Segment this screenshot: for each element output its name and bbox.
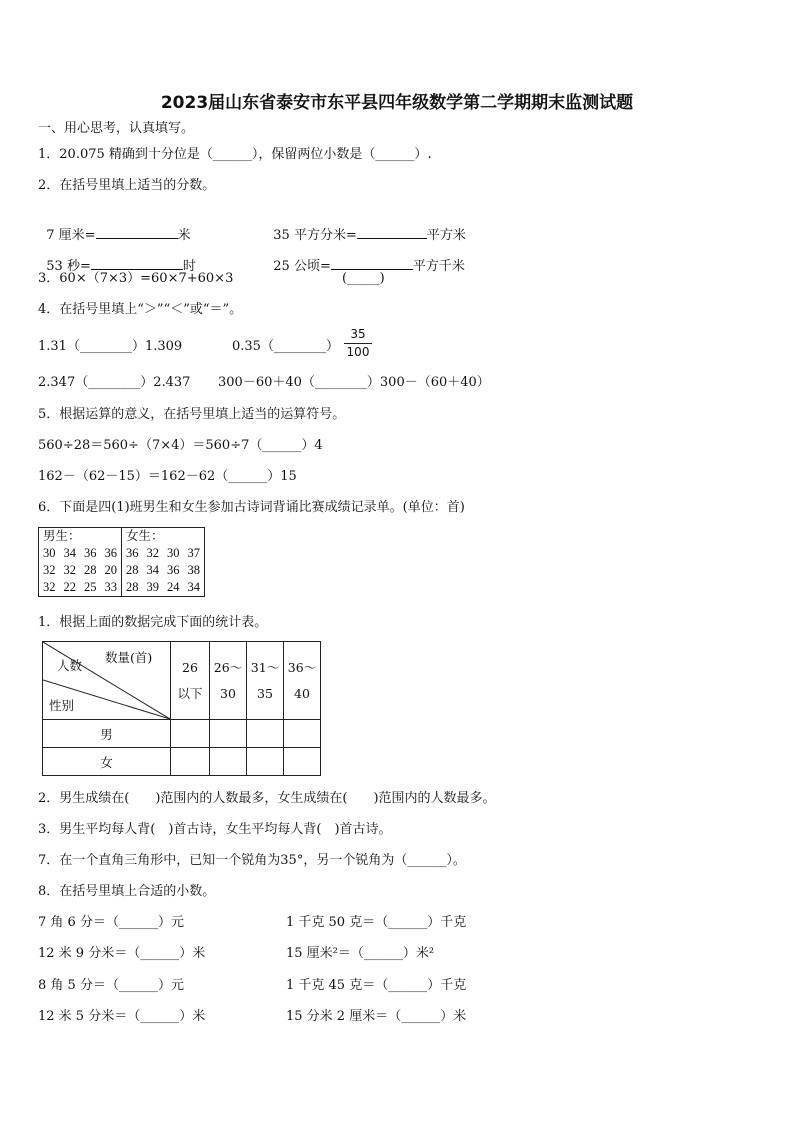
q8-item: 1 千克 50 克＝（______）千克 (286, 915, 467, 930)
table-row (43, 720, 321, 748)
score-cell: 32 (63, 563, 76, 577)
score-cell: 37 (187, 546, 200, 560)
col-header-line2: 以下 (177, 685, 203, 701)
blank-cell (210, 748, 247, 776)
q8-item: 12 米 9 分米＝（______）米 (38, 946, 206, 961)
score-cell: 34 (187, 580, 200, 594)
question-2: 2．在括号里填上适当的分数。 (38, 178, 216, 193)
table-row (39, 579, 205, 597)
q2-c-blank (91, 256, 183, 270)
q8-item: 1 千克 45 克＝（______）千克 (286, 978, 467, 993)
score-cell: 20 (101, 562, 122, 579)
score-cell: 32 (43, 563, 56, 577)
statistics-table (42, 641, 321, 776)
q2-a-blank (96, 225, 178, 239)
diag-top-label: 数量(首) (105, 650, 153, 665)
score-cell: 30 (43, 546, 56, 560)
q4-item-d: 300－60＋40（________）300－（60＋40） (218, 375, 490, 390)
q2-d-blank (331, 256, 413, 270)
col-header (284, 642, 321, 720)
score-cell: 36 (84, 546, 97, 560)
q2-a-unit: 米 (177, 228, 191, 243)
col-header-line1: 26～ (213, 659, 243, 675)
q8-item: 7 角 6 分＝（______）元 (38, 915, 184, 930)
score-cell: 34 (63, 546, 76, 560)
score-cell: 36 (126, 546, 139, 560)
score-cell: 28 (126, 580, 139, 594)
score-cell: 38 (187, 563, 200, 577)
col-header-line2: 35 (257, 685, 273, 701)
blank-cell (171, 720, 210, 748)
q4-item-b: 0.35（________） (232, 339, 339, 354)
blank-cell (284, 720, 321, 748)
question-6: 6．下面是四(1)班男生和女生参加古诗词背诵比赛成绩记录单。(单位：首) (38, 500, 465, 515)
table-row (39, 562, 205, 579)
col-header-line1: 36～ (287, 659, 317, 675)
col-header (171, 642, 210, 720)
q5-item-b: 162－（62－15）＝162－62（______）15 (38, 469, 297, 484)
question-4: 4．在括号里填上“＞”“＜”或“＝”。 (38, 302, 243, 317)
q4-fraction (344, 326, 372, 361)
score-cell: 22 (63, 580, 76, 594)
score-cell: 28 (126, 563, 139, 577)
table-row (39, 545, 205, 562)
question-6-3: 3．男生平均每人背( )首古诗，女生平均每人背( )首古诗。 (38, 822, 392, 837)
boys-label: 男生： (39, 528, 122, 546)
score-cell: 32 (43, 580, 56, 594)
stat-header-row (43, 642, 321, 720)
question-1: 1．20.075 精确到十分位是（______），保留两位小数是（______）. (38, 147, 432, 162)
score-header-row (39, 528, 205, 546)
question-5: 5．根据运算的意义，在括号里填上适当的运算符号。 (38, 407, 346, 422)
score-cell: 25 (84, 580, 97, 594)
col-header (247, 642, 284, 720)
q5-item-a: 560÷28＝560÷（7×4）＝560÷7（______）4 (38, 438, 323, 453)
row-label-girl: 女 (43, 748, 171, 776)
score-cell: 34 (146, 563, 159, 577)
col-header (210, 642, 247, 720)
score-cell: 33 (101, 579, 122, 597)
score-cell: 24 (167, 580, 180, 594)
diag-mid-label: 人数 (57, 658, 83, 673)
row-label-boy: 男 (43, 720, 171, 748)
q2-b-unit: 平方米 (426, 228, 466, 243)
blank-cell (171, 748, 210, 776)
question-6-1: 1．根据上面的数据完成下面的统计表。 (38, 615, 268, 630)
score-cell: 28 (84, 563, 97, 577)
score-cell: 30 (167, 546, 180, 560)
fraction-denominator: 100 (344, 343, 372, 361)
score-cell: 36 (101, 545, 122, 562)
q8-item: 8 角 5 分＝（______）元 (38, 978, 184, 993)
q8-item: 15 分米 2 厘米＝（______）米 (286, 1009, 467, 1024)
blank-cell (247, 748, 284, 776)
q2-a-text: 7 厘米= (46, 228, 96, 243)
col-header-line1: 26 (182, 659, 198, 675)
question-6-2: 2．男生成绩在( )范围内的人数最多，女生成绩在( )范围内的人数最多。 (38, 791, 496, 806)
col-header-line2: 30 (220, 685, 236, 701)
q2-c-text: 53 秒= (46, 259, 91, 274)
score-cell: 36 (167, 563, 180, 577)
score-cell: 32 (146, 546, 159, 560)
q8-item: 15 厘米²＝（______）米² (286, 946, 435, 961)
q2-d-unit: 平方千米 (412, 259, 465, 274)
blank-cell (284, 748, 321, 776)
diag-bottom-label: 性别 (49, 698, 75, 713)
col-header-line2: 40 (294, 685, 310, 701)
section-heading: 一、用心思考，认真填写。 (38, 121, 195, 136)
q4-item-c: 2.347（________）2.437 (38, 375, 191, 390)
table-row (43, 748, 321, 776)
question-3: 3．60×（7×3）=60×7+60×3 (38, 271, 234, 286)
q8-item: 12 米 5 分米＝（______）米 (38, 1009, 206, 1024)
q2-d-text: 25 公顷= (273, 259, 331, 274)
blank-cell (210, 720, 247, 748)
page-title: 2023届山东省泰安市东平县四年级数学第二学期期末监测试题 (160, 93, 634, 113)
q2-b-text: 35 平方分米= (273, 228, 357, 243)
question-8: 8．在括号里填上合适的小数。 (38, 884, 216, 899)
q2-c-unit: 时 (182, 259, 196, 274)
col-header-line1: 31～ (250, 659, 280, 675)
question-7: 7．在一个直角三角形中，已知一个锐角为35°，另一个锐角为（______）。 (38, 853, 466, 868)
score-cell: 39 (146, 580, 159, 594)
q3-blank: (_____) (342, 271, 385, 286)
q4-item-a: 1.31（________）1.309 (38, 339, 183, 354)
fraction-numerator: 35 (350, 327, 366, 341)
score-record-table (38, 527, 205, 597)
blank-cell (247, 720, 284, 748)
girls-label: 女生： (126, 529, 164, 543)
q2-b-blank (357, 225, 427, 239)
diagonal-header-cell (43, 642, 171, 720)
